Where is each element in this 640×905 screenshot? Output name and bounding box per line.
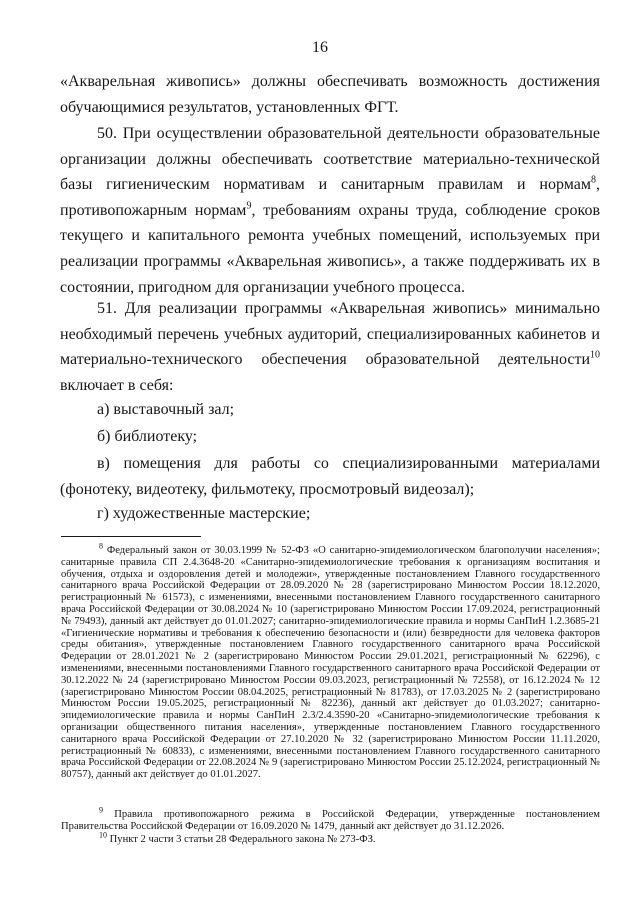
paragraph-51-text-b: включает в себя: — [60, 376, 174, 394]
footnote-ref-10: 10 — [590, 349, 600, 361]
list-item: в) помещения для работы со специализированными материалами (фонотеку, видеотеку, фильмотеку, просмотровый видеозал); — [60, 455, 600, 498]
footnote-10 — [61, 830, 600, 846]
list-item: б) библиотеку; — [97, 428, 198, 445]
paragraph-50-text-c: , требованиям охраны труда, соблюдение сроков текущего и капитального ремонта учебных помещений, используемых при реализации программы «Акварельная живопись», а также поддерживать их в состоянии, пригодном для организации учебного процесса. — [60, 201, 601, 296]
list-item: г) художественные мастерские; — [97, 505, 311, 522]
paragraph-51 — [60, 296, 600, 398]
footnote-marker: 9 — [99, 805, 103, 815]
footnote-text: Правила противопожарного режима в Российской Федерации, утвержденные постановлением Правительства Российской Федерации от 16.09.2020 № 1479, данный акт действует до 31.12.2026. — [61, 809, 600, 832]
footnote-marker: 8 — [99, 541, 103, 551]
paragraph-50 — [60, 121, 600, 300]
footnote-marker: 10 — [99, 830, 107, 840]
paragraph-text: «Акварельная живопись» должны обеспечивать возможность достижения обучающимися результатов, установленных ФГТ. — [60, 73, 600, 116]
paragraph-continuation — [60, 69, 600, 120]
footnote-separator — [61, 536, 201, 537]
footnote-ref-8: 8 — [591, 174, 596, 186]
paragraph-50-text-a: 50. При осуществлении образовательной деятельности образовательные организации должны обеспечивать соответствие материально-технической базы гигиеническим нормативам и санитарным правилам и нормам — [60, 125, 600, 194]
footnote-8 — [61, 541, 600, 781]
paragraph-50-text-b: , противопожарным нормам — [60, 176, 600, 219]
footnote-text: Федеральный закон от 30.03.1999 № 52-ФЗ «О санитарно-эпидемиологическом благополучии населения»; санитарные правила СП 2.4.3648-20 «Санитарно-эпидемиологические требования к организациям воспитания и обучения, отдыха и оздоровления детей и молодежи», утвержденные постановлением Главного государственного санитарного врача Российской Федерации от 28.09.2020 № 28 (зарегистрировано Минюстом России 18.12.2020, регистрационный № 61573), с изменениями, внесенными постановлением Главного государственного санитарного врача Российской Федерации от 30.08.2024 № 10 (зарегистрировано Минюстом России 17.09.2024, регистрационный № 79493), данный акт действует до 01.01.2027; санитарно-эпидемиологические правила и нормы СанПиН 1.2.3685-21 «Гигиенические нормативы и требования к обеспечению безопасности и (или) безвредности для человека факторов среды обитания», утвержденные постановлением Главного государственного санитарного врача Российской Федерации от 28.01.2021 № 2 (зарегистрировано Минюстом России 29.01.2021, регистрационный № 62296), с изменениями, внесенными постановлениями Главного государственного санитарного врача Российской Федерации от 30.12.2022 № 24 (зарегистрировано Минюстом России 09.03.2023, регистрационный № 72558), от 16.12.2024 № 12 (зарегистрировано Минюстом России 08.04.2025, регистрационный № 81783), от 17.03.2025 № 2 (зарегистрировано Минюстом России 19.05.2025, регистрационный № 82236), данный акт действует до 01.03.2027; санитарно-эпидемиологические правила и нормы СанПиН 2.3/2.4.3590-20 «Санитарно-эпидемиологические требования к организации общественного питания населения», утвержденные постановлением Главного государственного санитарного врача Российской Федерации от 27.10.2020 № 32 (зарегистрировано Минюстом России 11.11.2020, регистрационный № 60833), с изменениями, внесенными постановлением Главного государственного санитарного врача Российской Федерации от 22.08.2024 № 9 (зарегистрировано Минюстом России 25.12.2024, регистрационный № 80757), данный акт действует до 01.01.2027. — [61, 545, 600, 781]
list-item: а) выставочный зал; — [97, 401, 235, 418]
footnote-9 — [61, 805, 600, 833]
paragraph-51-text-a: 51. Для реализации программы «Акварельная живопись» минимально необходимый перечень учебных аудиторий, специализированных кабинетов и материально-технического обеспечения образовательной деятельности — [60, 300, 600, 369]
footnote-text: Пункт 2 части 3 статьи 28 Федерального закона № 273-ФЗ. — [109, 834, 376, 845]
page-number: 16 — [312, 39, 328, 56]
footnote-ref-9: 9 — [246, 200, 252, 212]
